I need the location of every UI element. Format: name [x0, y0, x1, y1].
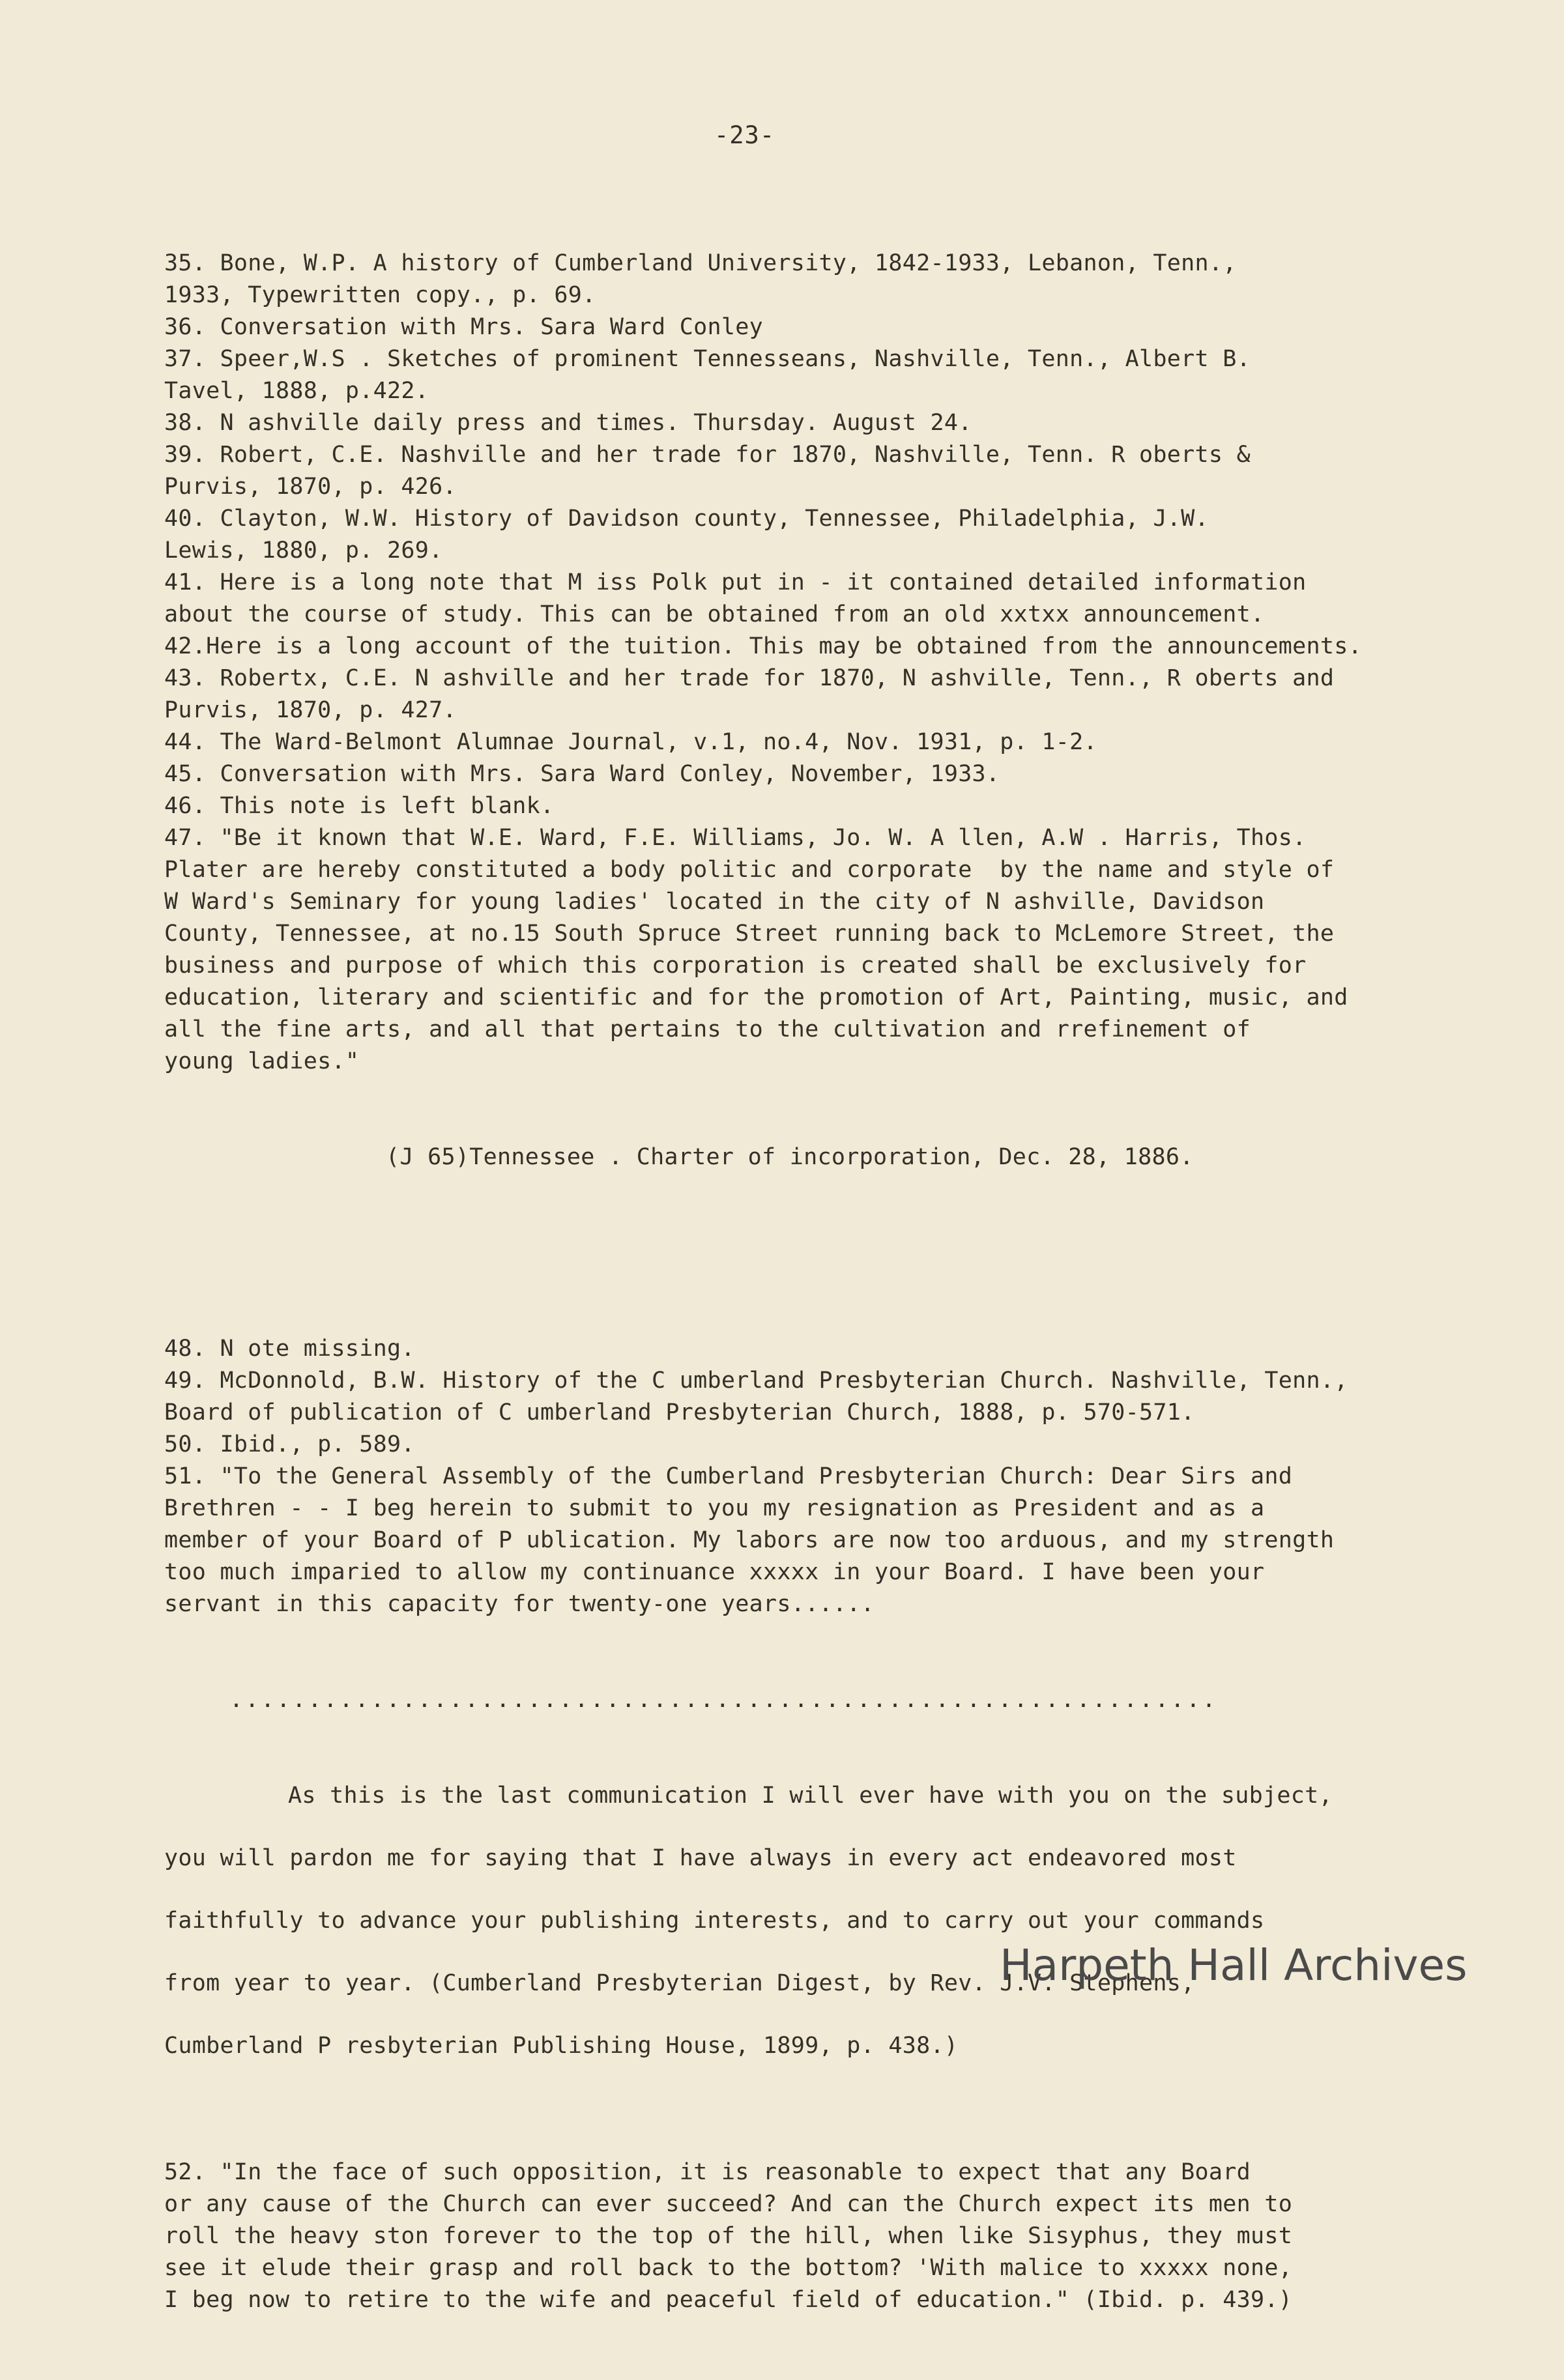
text-line: 42.Here is a long account of the tuition. This may be obtained from the announcements.	[164, 633, 1362, 659]
text-line: I beg now to retire to the wife and peaceful field of education." (Ibid. p. 439.)	[164, 2287, 1293, 2313]
text-line: County, Tennessee, at no.15 South Spruce Street running back to McLemore Street, the	[164, 921, 1335, 947]
text-line: Plater are hereby constituted a body politic and corporate by the name and style of	[164, 857, 1335, 883]
note-51-continued	[164, 1780, 1520, 2093]
text-line: faithfully to advance your publishing interests, and to carry out your commands	[164, 1908, 1265, 1934]
text-line: young ladies."	[164, 1048, 360, 1074]
text-line: all the fine arts, and all that pertains to the cultivation and rrefinement of	[164, 1016, 1251, 1042]
text-line: business and purpose of which this corporation is created shall be exclusively for	[164, 953, 1307, 979]
text-line: 37. Speer,W.S . Sketches of prominent Tennesseans, Nashville, Tenn., Albert B.	[164, 346, 1251, 372]
text-line: 43. Robertx, C.E. N ashville and her trade for 1870, N ashville, Tenn., R oberts and	[164, 665, 1335, 691]
text-line: see it elude their grasp and roll back to the bottom? 'With malice to xxxxx none,	[164, 2255, 1293, 2281]
ellipsis-row: ...............................................................	[229, 1687, 1218, 1713]
notes-35-47	[164, 248, 1520, 1078]
text-line: W Ward's Seminary for young ladies' located in the city of N ashville, Davidson	[164, 889, 1265, 915]
text-line: you will pardon me for saying that I have always in every act endeavored most	[164, 1845, 1237, 1871]
text-line: 51. "To the General Assembly of the Cumberland Presbyterian Church: Dear Sirs and	[164, 1463, 1293, 1489]
note-52	[164, 2157, 1520, 2316]
notes-48-51	[164, 1333, 1520, 1620]
text-line: As this is the last communication I will ever have with you on the subject,	[288, 1783, 1333, 1809]
text-line: 36. Conversation with Mrs. Sara Ward Conley	[164, 314, 763, 340]
typewritten-notes	[164, 184, 1520, 2380]
text-line: 50. Ibid., p. 589.	[164, 1431, 415, 1457]
text-line: 47. "Be it known that W.E. Ward, F.E. Williams, Jo. W. A llen, A.W . Harris, Thos.	[164, 825, 1307, 851]
text-line: servant in this capacity for twenty-one years......	[164, 1591, 875, 1617]
note-47-citation: (J 65)Tennessee . Charter of incorporation, Dec. 28, 1886.	[386, 1144, 1194, 1170]
text-line: too much imparied to allow my continuance xxxxx in your Board. I have been your	[164, 1559, 1265, 1585]
text-line: 45. Conversation with Mrs. Sara Ward Conley, November, 1933.	[164, 761, 1000, 787]
text-line: member of your Board of P ublication. My labors are now too arduous, and my strength	[164, 1527, 1335, 1553]
text-line: about the course of study. This can be obtained from an old xxtxx announcement.	[164, 601, 1265, 627]
archive-watermark: Harpeth Hall Archives	[1000, 1940, 1468, 1990]
text-line: education, literary and scientific and for the promotion of Art, Painting, music, and	[164, 984, 1348, 1011]
text-line: Purvis, 1870, p. 426.	[164, 474, 457, 500]
text-line: Purvis, 1870, p. 427.	[164, 697, 457, 723]
text-line: 41. Here is a long note that M iss Polk put in - it contained detailed information	[164, 569, 1307, 595]
text-line: 46. This note is left blank.	[164, 793, 555, 819]
text-line: 38. N ashville daily press and times. Thursday. August 24.	[164, 410, 972, 436]
text-line: 52. "In the face of such opposition, it is reasonable to expect that any Board	[164, 2159, 1251, 2185]
text-line: Brethren - - I beg herein to submit to you my resignation as President and as a	[164, 1495, 1265, 1521]
text-line: 49. McDonnold, B.W. History of the C umberland Presbyterian Church. Nashville, Tenn.,	[164, 1368, 1348, 1394]
page-number: -23-	[714, 121, 775, 149]
text-line: Tavel, 1888, p.422.	[164, 378, 429, 404]
text-line: 44. The Ward-Belmont Alumnae Journal, v.1, no.4, Nov. 1931, p. 1-2.	[164, 729, 1097, 755]
text-line: roll the heavy ston forever to the top of the hill, when like Sisyphus, they must	[164, 2223, 1293, 2249]
text-line: 1933, Typewritten copy., p. 69.	[164, 282, 596, 308]
text-line: 39. Robert, C.E. Nashville and her trade for 1870, Nashville, Tenn. R oberts &	[164, 442, 1251, 468]
text-line: Cumberland P resbyterian Publishing House, 1899, p. 438.)	[164, 2033, 959, 2059]
blank-line	[164, 1237, 1520, 1269]
text-line: 35. Bone, W.P. A history of Cumberland University, 1842-1933, Lebanon, Tenn.,	[164, 250, 1237, 276]
text-line: 40. Clayton, W.W. History of Davidson county, Tennessee, Philadelphia, J.W.	[164, 506, 1209, 532]
text-line: or any cause of the Church can ever succeed? And can the Church expect its men to	[164, 2191, 1293, 2217]
text-line: Board of publication of C umberland Presbyterian Church, 1888, p. 570-571.	[164, 1399, 1195, 1426]
text-line: from year to year. (Cumberland Presbyterian Digest, by Rev. J.V. Stephens,	[164, 1970, 1195, 1996]
text-line: Lewis, 1880, p. 269.	[164, 538, 443, 564]
text-line: 48. N ote missing.	[164, 1336, 415, 1362]
